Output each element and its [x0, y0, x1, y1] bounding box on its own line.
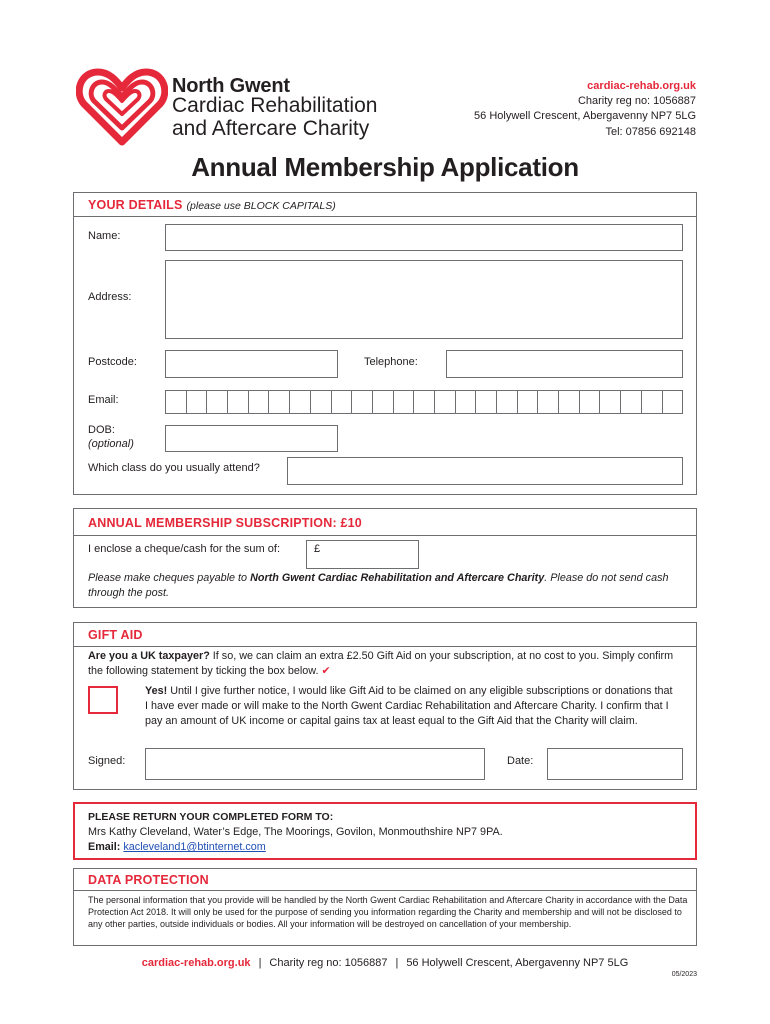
footer-charity-reg: Charity reg no: 1056887 — [269, 957, 388, 969]
dob-field[interactable] — [165, 425, 338, 452]
data-protection-text: The personal information that you provide will be handled by the North Gwent Cardiac Rehabilitation and Aftercare Charity in accordance with the Data Protection Act 2018. It will only be used for the purpose of sending you information regarding the Charity and membership and will not be disclosed to any other parties, outside individuals or bodies. All your information will be destroyed on cancellation of your membership. — [88, 895, 688, 929]
return-email-line — [88, 840, 266, 855]
email-char-box[interactable] — [207, 390, 228, 414]
your-details-header — [74, 193, 696, 217]
block-capitals-note: (please use BLOCK CAPITALS) — [186, 200, 336, 212]
enclose-label: I enclose a cheque/cash for the sum of: — [88, 543, 281, 555]
gift-aid-statement — [145, 684, 675, 729]
gift-aid-intro-text: If so, we can claim an extra £2.50 Gift Aid on your subscription, at no cost to you. Simply confirm the following statement by ticking the box below. — [88, 650, 674, 677]
email-char-box[interactable] — [538, 390, 559, 414]
email-char-box[interactable] — [249, 390, 270, 414]
gift-aid-statement-text: Until I give further notice, I would like Gift Aid to be claimed on any eligible subscriptions or donations that I have ever made or will make to the North Gwent Cardiac Rehabilitation and Aftercare Charity. I confirm that I pay an amount of UK income or capital gains tax at least equal to the Gift Aid that the Charity will claim. — [145, 685, 673, 727]
email-char-box[interactable] — [228, 390, 249, 414]
return-email-label: Email: — [88, 841, 121, 853]
cheque-note-suffix: . Please do not send cash through the post. — [88, 572, 669, 599]
subscription-header — [74, 509, 696, 536]
email-char-box[interactable] — [456, 390, 477, 414]
signature-field[interactable] — [145, 748, 485, 780]
dob-label: DOB: — [88, 424, 115, 436]
currency-symbol: £ — [314, 543, 321, 555]
return-address: Mrs Kathy Cleveland, Water’s Edge, The Moorings, Govilon, Monmouthshire NP7 9PA. — [88, 826, 503, 838]
header-address: 56 Holywell Crescent, Abergavenny NP7 5LG — [474, 110, 696, 122]
header-website-link[interactable]: cardiac-rehab.org.uk — [587, 80, 696, 92]
email-char-box[interactable] — [311, 390, 332, 414]
taxpayer-question: Are you a UK taxpayer? — [88, 650, 210, 662]
email-char-box[interactable] — [621, 390, 642, 414]
class-field[interactable] — [287, 457, 683, 485]
amount-field[interactable] — [306, 540, 419, 569]
data-protection-heading: DATA PROTECTION — [88, 873, 209, 887]
footer-separator: | — [258, 957, 262, 969]
email-char-box[interactable] — [600, 390, 621, 414]
return-email-link[interactable]: kacleveland1@btinternet.com — [123, 841, 266, 853]
email-char-box[interactable] — [290, 390, 311, 414]
signed-label: Signed: — [88, 755, 126, 767]
header-telephone: Tel: 07856 692148 — [605, 126, 696, 138]
cheque-payee: North Gwent Cardiac Rehabilitation and Aftercare Charity — [250, 572, 545, 584]
email-char-box[interactable] — [269, 390, 290, 414]
form-version: 05/2023 — [671, 971, 697, 978]
org-name-line1: North Gwent — [172, 75, 290, 97]
gift-aid-intro — [88, 649, 688, 679]
email-char-box[interactable] — [580, 390, 601, 414]
your-details-heading: YOUR DETAILS — [88, 198, 183, 212]
address-field[interactable] — [165, 260, 683, 339]
return-heading: PLEASE RETURN YOUR COMPLETED FORM TO: — [88, 811, 334, 823]
name-field[interactable] — [165, 224, 683, 251]
email-char-box[interactable] — [663, 390, 684, 414]
email-char-box[interactable] — [559, 390, 580, 414]
gift-aid-yes: Yes! — [145, 685, 168, 697]
email-char-box[interactable] — [394, 390, 415, 414]
email-char-box[interactable] — [642, 390, 663, 414]
gift-aid-header — [74, 623, 696, 647]
name-label: Name: — [88, 230, 121, 242]
address-label: Address: — [88, 291, 132, 303]
cheque-note — [88, 571, 688, 601]
gift-aid-checkbox[interactable] — [88, 686, 118, 714]
data-protection-header — [74, 869, 696, 891]
email-char-box[interactable] — [373, 390, 394, 414]
subscription-heading: ANNUAL MEMBERSHIP SUBSCRIPTION: £10 — [88, 516, 362, 530]
footer-address: 56 Holywell Crescent, Abergavenny NP7 5LG — [406, 957, 629, 969]
email-char-box[interactable] — [476, 390, 497, 414]
email-char-box[interactable] — [497, 390, 518, 414]
email-label: Email: — [88, 394, 119, 406]
footer-website-link[interactable]: cardiac-rehab.org.uk — [141, 957, 251, 969]
checkmark-icon: ✔ — [321, 665, 331, 677]
date-field[interactable] — [547, 748, 683, 780]
dob-optional-note: (optional) — [88, 438, 134, 450]
email-char-box[interactable] — [518, 390, 539, 414]
postcode-label: Postcode: — [88, 356, 137, 368]
org-name-line3: and Aftercare Charity — [172, 117, 370, 140]
org-name-line2: Cardiac Rehabilitation — [172, 94, 378, 117]
heart-logo-icon — [76, 68, 168, 146]
footer — [0, 957, 770, 969]
email-char-box[interactable] — [187, 390, 208, 414]
telephone-label: Telephone: — [364, 356, 418, 368]
page-title: Annual Membership Application — [191, 152, 579, 182]
email-field[interactable] — [165, 390, 683, 414]
email-char-box[interactable] — [165, 390, 187, 414]
postcode-field[interactable] — [165, 350, 338, 378]
gift-aid-heading: GIFT AID — [88, 628, 143, 642]
footer-separator: | — [395, 957, 399, 969]
email-char-box[interactable] — [414, 390, 435, 414]
header-charity-reg: Charity reg no: 1056887 — [577, 95, 696, 107]
class-label: Which class do you usually attend? — [88, 462, 260, 474]
date-label: Date: — [507, 755, 534, 767]
email-char-box[interactable] — [332, 390, 353, 414]
email-char-box[interactable] — [435, 390, 456, 414]
email-char-box[interactable] — [352, 390, 373, 414]
telephone-field[interactable] — [446, 350, 683, 378]
cheque-note-prefix: Please make cheques payable to — [88, 572, 251, 584]
